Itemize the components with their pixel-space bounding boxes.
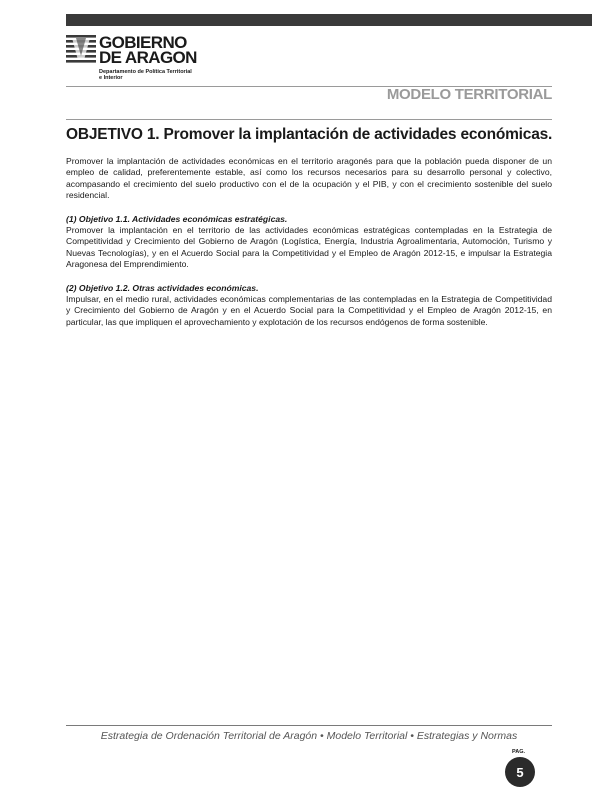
page-number-badge [505, 757, 535, 787]
footer-text: Estrategia de Ordenación Territorial de Aragón • Modelo Territorial • Estrategias y Normas [100, 730, 518, 742]
objective-1-1-text: Promover la implantación en el territorio de las actividades económicas estratégicas contempladas en la Estrategia de Competitividad y Crecimiento del Gobierno de Aragón (Logística, Energía, Industria Agroalimentaria, Automoción, Turismo y Nuevas Tecnologías), y en el Acuerdo Social para la Competitividad y el Empleo de Aragón 2012-15, e impulsar la Estrategia Aragonesa del Emprendimiento. [66, 225, 552, 270]
objective-1-2-text: Impulsar, en el medio rural, actividades económicas complementarias de las contempladas en la Estrategia de Competitividad y Crecimiento del Gobierno de Aragón y en el Acuerdo Social para la Competitividad y el Empleo de Aragón 2012-15, en particular, las que impliquen el aprovechamiento y explotación de los recursos endógenos de forma sostenible. [66, 294, 552, 327]
intro-paragraph: Promover la implantación de actividades económicas en el territorio aragonés para que la población pueda disponer de un empleo de calidad, preferentemente estable, así como los recursos necesarios para su desarrollo personal y colectivo, acompasando el crecimiento del suelo productivo con el de la ocupación y el PIB, y con el crecimiento sostenible del suelo residencial. [66, 156, 552, 201]
objective-1-2-heading: (2) Objetivo 1.2. Otras actividades económicas. [66, 282, 259, 293]
gobierno-aragon-logo [66, 32, 206, 84]
logo-text-line1: GOBIERNO [99, 33, 187, 52]
footer-divider [66, 725, 552, 726]
logo-department-line2: e Interior [99, 75, 123, 81]
section-label: MODELO TERRITORIAL [386, 86, 552, 103]
logo-department-line1: Departamento de Política Territorial [99, 69, 192, 75]
aragon-logo-icon [66, 34, 96, 64]
page-label: PAG. [512, 749, 526, 755]
body-content [66, 156, 552, 328]
page-number: 5 [516, 764, 524, 780]
logo-text-line2: DE ARAGON [99, 48, 197, 67]
objective-1-1-heading: (1) Objetivo 1.1. Actividades económicas estratégicas. [66, 213, 288, 224]
page-title: OBJETIVO 1. Promover la implantación de actividades económicas. [66, 126, 553, 143]
top-bar [66, 14, 592, 26]
title-divider [66, 119, 552, 120]
